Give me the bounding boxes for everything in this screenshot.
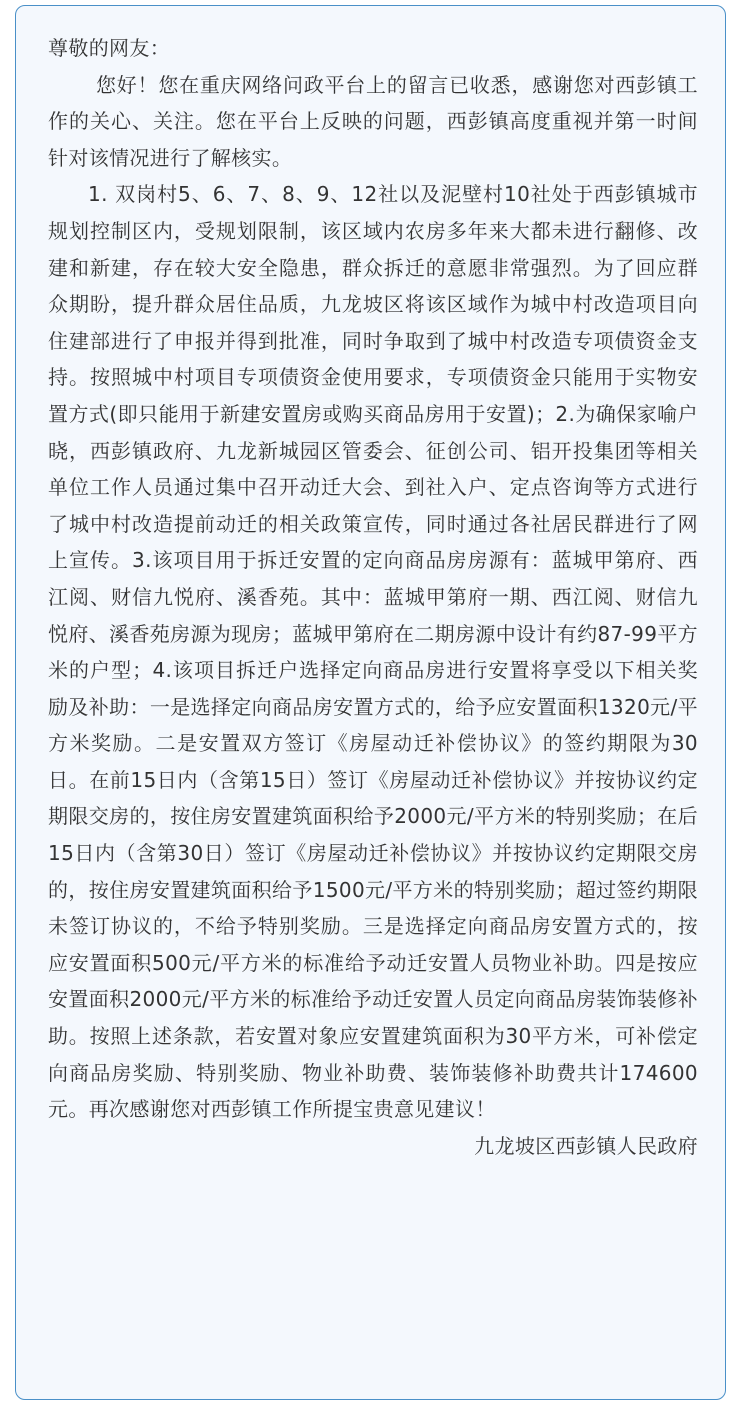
greeting: 尊敬的网友： — [48, 36, 171, 60]
reply-card — [15, 5, 726, 1400]
body-paragraph: 1. 双岗村5、6、7、8、9、12社以及泥壁村10社处于西彭镇城市规划控制区内，受规划限制，该区域内农房多年来大都未进行翻修、改建和新建，存在较大安全隐患，群众拆迁的意愿非常强烈。为了回应群众期盼，提升群众居住品质，九龙坡区将该区域作为城中村改造项目向住建部进行了申报并得到批准，同时争取到了城中村改造专项债资金支持。按照城中村项目专项债资金使用要求，专项债资金只能用于实物安置方式(即只能用于新建安置房或购买商品房用于安置)；2.为确保家喻户晓，西彭镇政府、九龙新城园区管委会、征创公司、铝开投集团等相关单位工作人员通过集中召开动迁大会、到社入户、定点咨询等方式进行了城中村改造提前动迁的相关政策宣传，同时通过各社居民群进行了网上宣传。3.该项目用于拆迁安置的定向商品房房源有：蓝城甲第府、西江阅、财信九悦府、溪香苑。其中：蓝城甲第府一期、西江阅、财信九悦府、溪香苑房源为现房；蓝城甲第府在二期房源中设计有约87-99平方米的户型；4.该项目拆迁户选择定向商品房进行安置将享受以下相关奖励及补助：一是选择定向商品房安置方式的，给予应安置面积1320元/平方米奖励。二是安置双方签订《房屋动迁补偿协议》的签约期限为30日。在前15日内（含第15日）签订《房屋动迁补偿协议》并按协议约定期限交房的，按住房安置建筑面积给予2000元/平方米的特别奖励；在后15日内（含第30日）签订《房屋动迁补偿协议》并按协议约定期限交房的，按住房安置建筑面积给予1500元/平方米的特别奖励；超过签约期限未签订协议的，不给予特别奖励。三是选择定向商品房安置方式的，按应安置面积500元/平方米的标准给予动迁安置人员物业补助。四是按应安置面积2000元/平方米的标准给予动迁安置人员定向商品房装饰装修补助。按照上述条款，若安置对象应安置建筑面积为30平方米，可补偿定向商品房奖励、特别奖励、物业补助费、装饰装修补助费共计174600元。再次感谢您对西彭镇工作所提宝贵意见建议！ — [48, 182, 699, 1122]
intro-paragraph: 您好！您在重庆网络问政平台上的留言已收悉，感谢您对西彭镇工作的关心、关注。您在平台上反映的问题，西彭镇高度重视并第一时间针对该情况进行了解核实。 — [48, 72, 698, 170]
reply-body — [48, 30, 698, 1164]
signature: 九龙坡区西彭镇人民政府 — [474, 1133, 698, 1158]
